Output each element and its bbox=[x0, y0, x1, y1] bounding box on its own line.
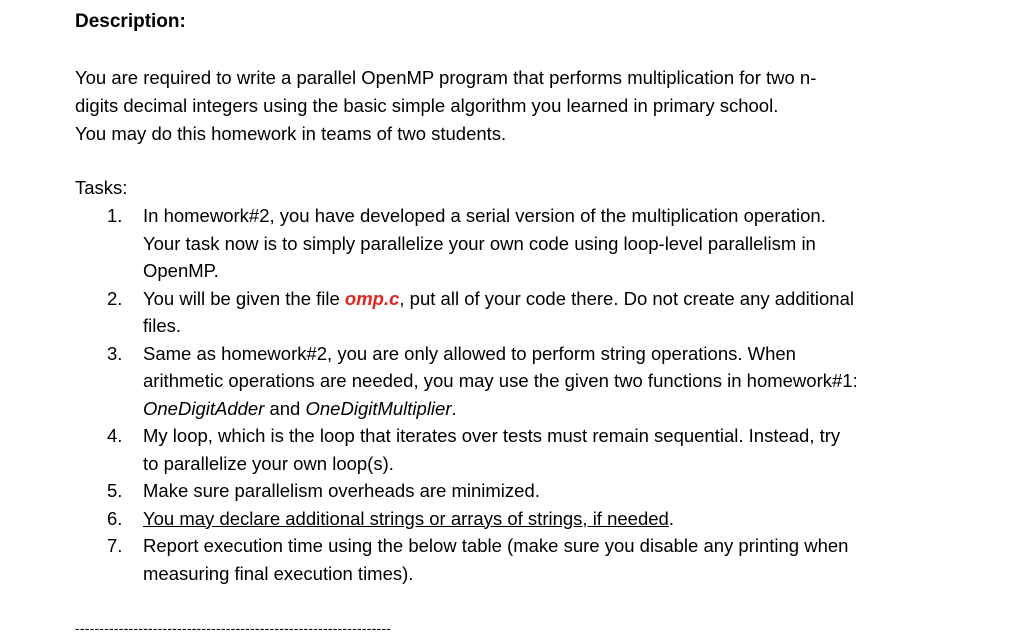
task-item bbox=[107, 505, 987, 533]
task-line: Make sure parallelism overheads are minimized. bbox=[143, 480, 540, 501]
task-item bbox=[107, 285, 987, 340]
task-item bbox=[107, 477, 987, 505]
task-text: and bbox=[264, 397, 306, 419]
task-line: measuring final execution times). bbox=[143, 562, 414, 584]
description-heading: Description: bbox=[75, 11, 186, 32]
task-line: Report execution time using the below table (make sure you disable any printing when bbox=[143, 535, 849, 556]
underlined-text: You may declare additional strings or arrays of strings, if needed bbox=[143, 507, 669, 529]
task-line: arithmetic operations are needed, you may use the given two functions in homework#1: bbox=[143, 370, 858, 391]
task-line bbox=[143, 395, 987, 423]
task-number: 7. bbox=[107, 535, 123, 556]
task-line bbox=[143, 505, 987, 533]
file-name: omp.c bbox=[344, 287, 400, 309]
intro-line: You are required to write a parallel OpenMP program that performs multiplication for two n- bbox=[75, 67, 817, 88]
intro-line: You may do this homework in teams of two students. bbox=[75, 123, 507, 144]
task-number: 6. bbox=[107, 507, 123, 529]
task-line: to parallelize your own loop(s). bbox=[143, 452, 394, 474]
task-number: 2. bbox=[107, 287, 123, 309]
task-line: In homework#2, you have developed a serial version of the multiplication operation. bbox=[143, 205, 826, 226]
task-number: 3. bbox=[107, 342, 123, 364]
task-line: Your task now is to simply parallelize your own code using loop-level parallelism in bbox=[143, 232, 816, 254]
task-line: Same as homework#2, you are only allowed to perform string operations. When bbox=[143, 342, 796, 364]
task-item bbox=[107, 532, 987, 587]
task-number: 1. bbox=[107, 205, 123, 226]
task-number: 4. bbox=[107, 425, 123, 446]
task-item bbox=[107, 202, 987, 285]
task-list bbox=[107, 202, 987, 587]
task-number: 5. bbox=[107, 480, 123, 501]
task-item bbox=[107, 340, 987, 423]
function-name: OneDigitAdder bbox=[143, 397, 265, 419]
task-text: . bbox=[451, 397, 457, 419]
function-name: OneDigitMultiplier bbox=[305, 397, 452, 419]
task-line: OpenMP. bbox=[143, 260, 219, 281]
tasks-label: Tasks: bbox=[75, 177, 128, 198]
task-item bbox=[107, 422, 987, 477]
intro-line: digits decimal integers using the basic simple algorithm you learned in primary school. bbox=[75, 95, 779, 116]
task-text: You will be given the file bbox=[143, 287, 345, 309]
task-line: files. bbox=[143, 315, 182, 336]
task-line bbox=[143, 285, 987, 313]
task-line: My loop, which is the loop that iterates over tests must remain sequential. Instead, try bbox=[143, 425, 841, 446]
task-text: , put all of your code there. Do not create any additional bbox=[399, 287, 854, 309]
intro-paragraph bbox=[75, 64, 975, 148]
separator-line: ----------------------------------------------------------------- bbox=[75, 620, 392, 636]
task-text: . bbox=[668, 507, 674, 529]
